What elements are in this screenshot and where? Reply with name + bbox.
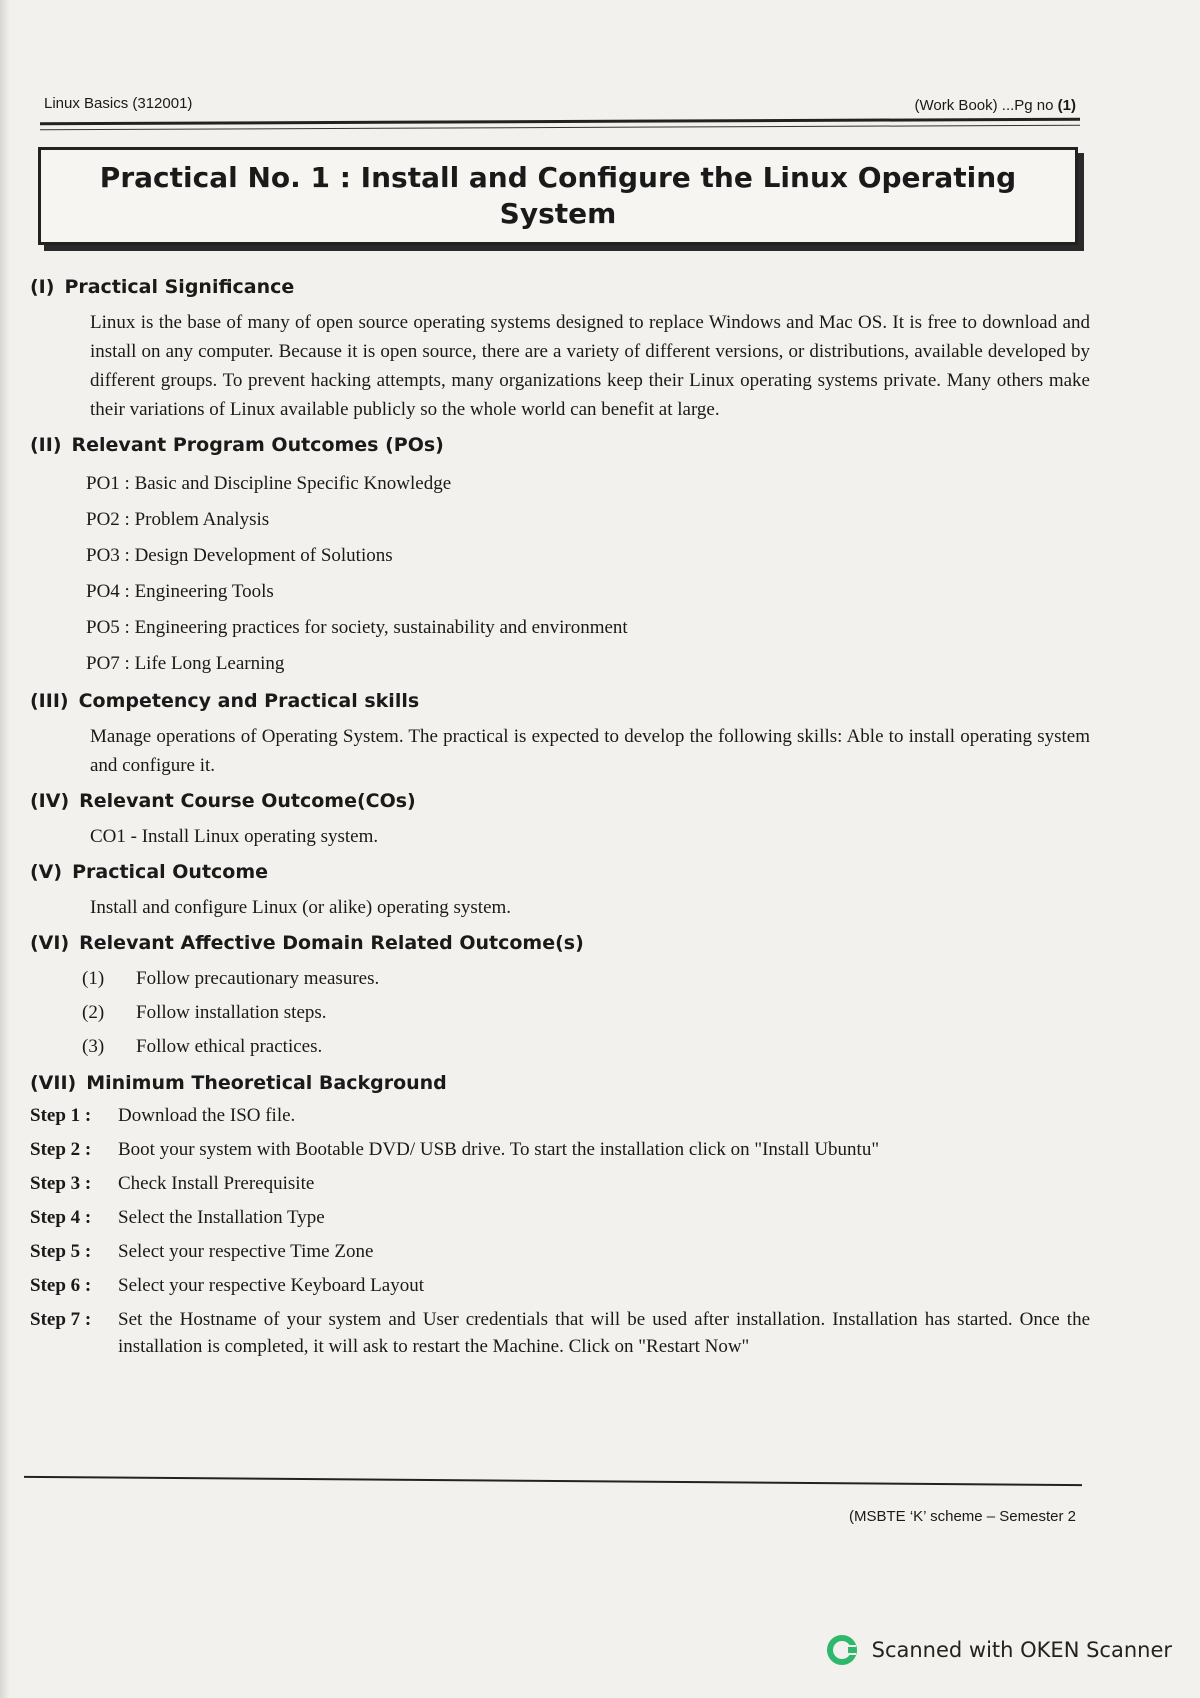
po-item: PO2 : Problem Analysis <box>86 509 270 530</box>
scanner-watermark <box>826 1634 1172 1666</box>
step-text: Select the Installation Type <box>118 1207 325 1228</box>
step-label: Step 2 : <box>30 1139 92 1160</box>
installation-steps <box>30 1102 1090 1360</box>
list-item-text: Follow ethical practices. <box>136 1036 323 1057</box>
section-paragraph: Install and configure Linux (or alike) operating system. <box>90 897 512 918</box>
step-text: Download the ISO file. <box>118 1105 296 1126</box>
step-item <box>30 1170 1090 1197</box>
header-rule-thin <box>40 125 1080 131</box>
section-title: Competency and Practical skills <box>78 690 420 712</box>
section-heading <box>30 857 1090 887</box>
step-item <box>30 1102 1090 1129</box>
section-paragraph: Manage operations of Operating System. The practical is expected to develop the following skills: Able to install operating system and configure it. <box>90 726 1090 776</box>
po-item: PO5 : Engineering practices for society, sustainability and environment <box>86 617 628 638</box>
step-item <box>30 1204 1090 1231</box>
section-affective-domain <box>30 928 1090 1064</box>
list-item-text: Follow precautionary measures. <box>136 968 380 989</box>
section-heading <box>30 430 1090 460</box>
section-number: (III) <box>30 690 69 712</box>
section-number: (II) <box>30 434 62 456</box>
step-label: Step 5 : <box>30 1241 92 1262</box>
section-paragraph: CO1 - Install Linux operating system. <box>90 826 379 847</box>
practical-title-box <box>38 147 1078 245</box>
step-item <box>30 1238 1090 1265</box>
section-heading <box>30 928 1090 958</box>
step-text: Check Install Prerequisite <box>118 1173 315 1194</box>
page-edge-shadow <box>0 0 10 1698</box>
list-item <box>82 962 1090 996</box>
section-program-outcomes <box>30 430 1090 682</box>
header-page-info <box>915 97 1076 114</box>
section-theoretical-background <box>30 1068 1090 1360</box>
po-item: PO4 : Engineering Tools <box>86 581 274 602</box>
section-number: (IV) <box>30 790 70 812</box>
list-item-number: (1) <box>82 968 105 989</box>
footer-rule <box>24 1476 1082 1486</box>
header-workbook-label: (Work Book) ...Pg no <box>914 97 1058 114</box>
list-item <box>82 1030 1090 1064</box>
po-item: PO7 : Life Long Learning <box>86 653 285 674</box>
po-item: PO3 : Design Development of Solutions <box>86 545 393 566</box>
list-item-number: (2) <box>82 1002 105 1023</box>
list-item <box>82 996 1090 1030</box>
po-list <box>86 466 1090 682</box>
header-rule-thick <box>40 118 1080 126</box>
po-item: PO1 : Basic and Discipline Specific Knowledge <box>86 473 452 494</box>
section-title: Relevant Program Outcomes (POs) <box>71 434 444 456</box>
section-competency <box>30 686 1090 780</box>
section-title: Practical Significance <box>64 276 295 298</box>
section-title: Relevant Affective Domain Related Outcome(s) <box>79 932 584 954</box>
section-course-outcome <box>30 786 1090 851</box>
step-text: Set the Hostname of your system and User credentials that will be used after installation. Installation has started. Once the installation is completed, it will ask to restart the Machine. Click on "Restart Now" <box>118 1309 1090 1357</box>
section-number: (VII) <box>30 1072 77 1094</box>
step-text: Select your respective Keyboard Layout <box>118 1275 424 1296</box>
oken-scanner-logo-icon <box>826 1634 858 1666</box>
section-paragraph: Linux is the base of many of open source operating systems designed to replace Windows and Mac OS. It is free to download and install on any computer. Because it is open source, there are a variety of different versions, or distributions, available developed by different groups. To prevent hacking attempts, many organizations keep their Linux operating systems private. Many others make their variations of Linux available publicly so the whole world can benefit at large. <box>90 312 1090 420</box>
section-heading <box>30 272 1090 302</box>
section-heading <box>30 1068 1090 1098</box>
section-number: (VI) <box>30 932 70 954</box>
content <box>30 272 1090 1367</box>
section-number: (I) <box>30 276 55 298</box>
section-practical-outcome <box>30 857 1090 922</box>
step-label: Step 7 : <box>30 1309 92 1330</box>
header-course: Linux Basics (312001) <box>44 95 193 112</box>
step-text: Boot your system with Bootable DVD/ USB drive. To start the installation click on "Install Ubuntu" <box>118 1139 880 1160</box>
step-text: Select your respective Time Zone <box>118 1241 374 1262</box>
list-item-text: Follow installation steps. <box>136 1002 327 1023</box>
step-item <box>30 1306 1090 1360</box>
step-label: Step 6 : <box>30 1275 92 1296</box>
step-label: Step 1 : <box>30 1105 92 1126</box>
section-title: Relevant Course Outcome(COs) <box>79 790 416 812</box>
section-heading <box>30 786 1090 816</box>
step-label: Step 4 : <box>30 1207 92 1228</box>
section-title: Minimum Theoretical Background <box>86 1072 447 1094</box>
step-label: Step 3 : <box>30 1173 92 1194</box>
footer-scheme: (MSBTE ‘K’ scheme – Semester 2 <box>848 1508 1076 1525</box>
section-heading <box>30 686 1090 716</box>
section-practical-significance <box>30 272 1090 424</box>
affective-list <box>82 962 1090 1064</box>
step-item <box>30 1136 1090 1163</box>
list-item-number: (3) <box>82 1036 105 1057</box>
practical-title: Practical No. 1 : Install and Configure the Linux Operating System <box>99 161 1017 230</box>
header-page-number: (1) <box>1057 97 1076 114</box>
section-title: Practical Outcome <box>72 861 269 883</box>
scanner-watermark-text: Scanned with OKEN Scanner <box>871 1638 1172 1662</box>
step-item <box>30 1272 1090 1299</box>
section-number: (V) <box>30 861 63 883</box>
